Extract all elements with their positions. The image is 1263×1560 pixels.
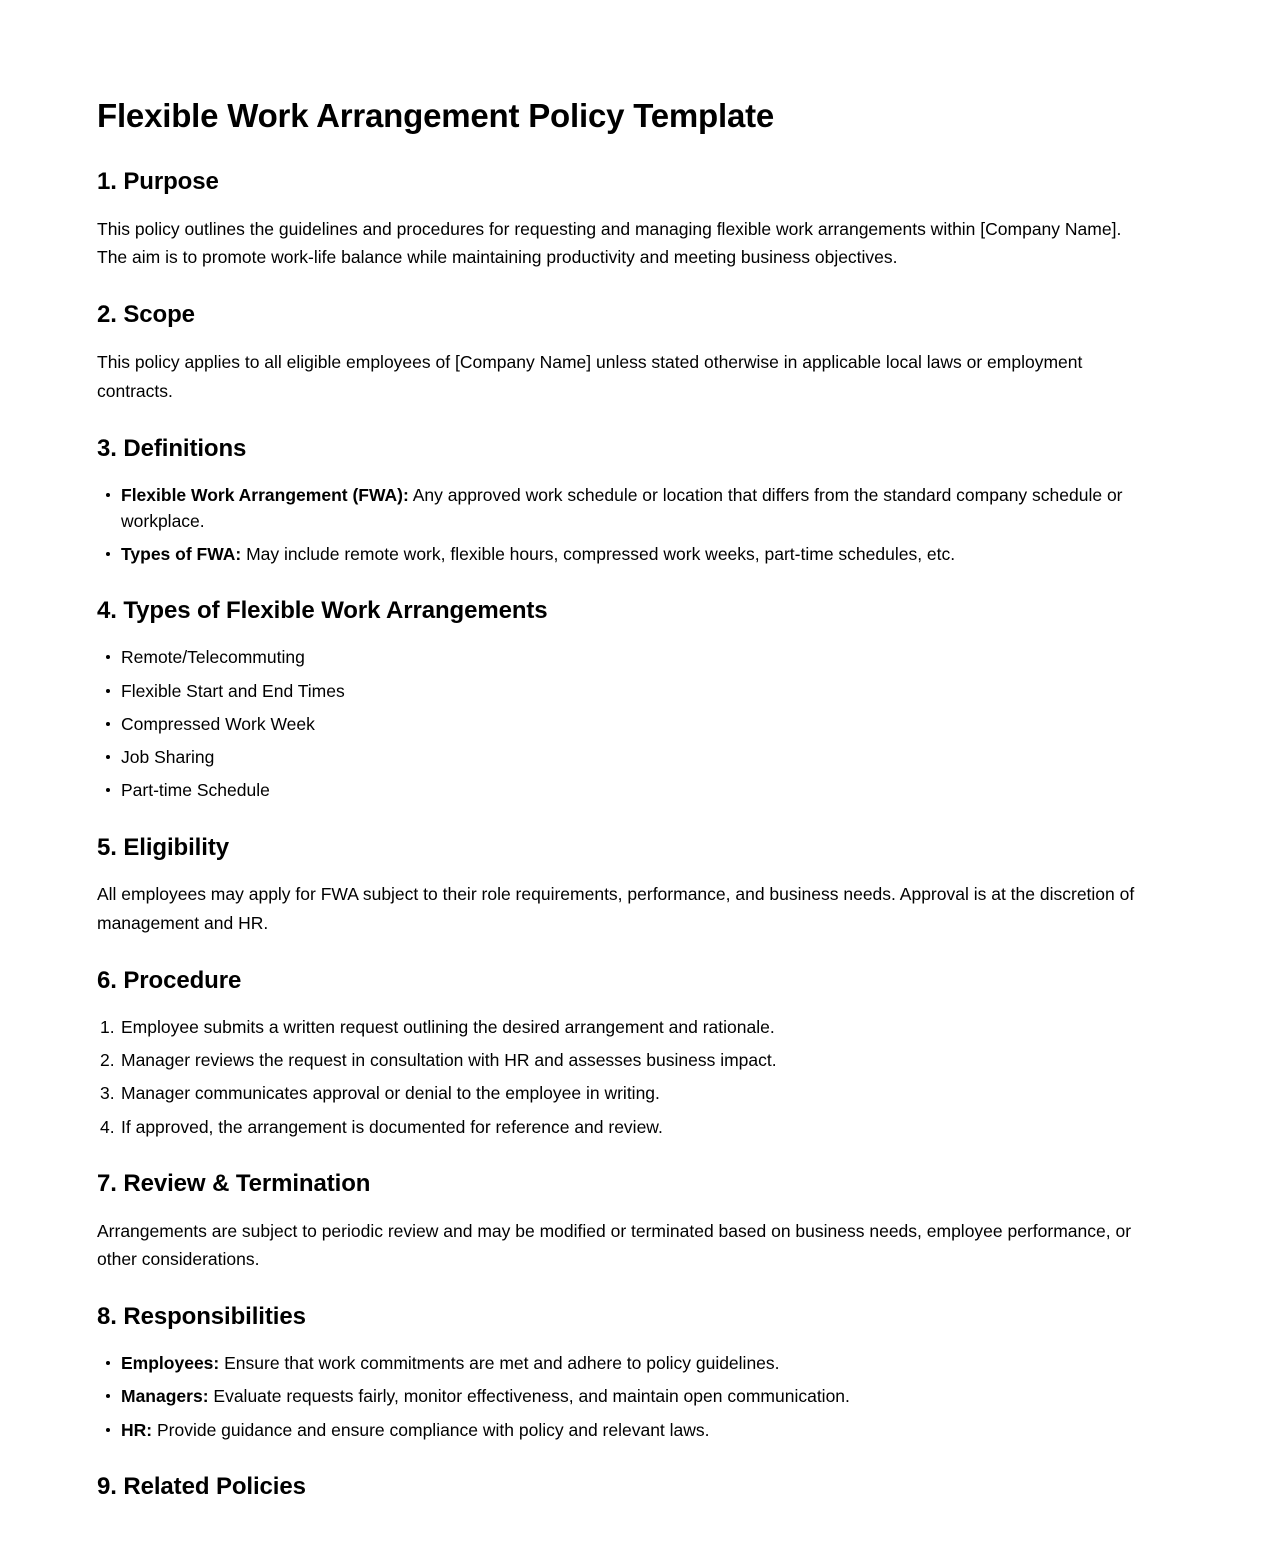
list-item-text: Remote/Telecommuting [121,647,305,668]
responsibilities-list [97,1350,1149,1443]
section-heading-eligibility: 5. Eligibility [97,833,229,861]
list-item-text: Employee submits a written request outlining the desired arrangement and rationale. [121,1016,775,1037]
section-procedure [97,967,1150,1140]
page-title: Flexible Work Arrangement Policy Template [97,97,775,134]
section-paragraph-review-termination: Arrangements are subject to periodic review and may be modified or terminated based on business needs, employee performance, or other considerations. [97,1220,1132,1269]
list-item-label: Managers: [121,1386,209,1407]
section-paragraph-purpose: This policy outlines the guidelines and procedures for requesting and managing flexible work arrangements within [Company Name]. The aim is to promote work-life balance while maintaining productivity and meeting business objectives. [97,218,1122,268]
list-item-text: Manager reviews the request in consultation with HR and assesses business impact. [121,1050,777,1071]
list-item-text: Flexible Start and End Times [121,680,345,701]
list-item [97,711,1149,737]
section-heading-definitions: 3. Definitions [97,434,247,462]
section-purpose [97,168,1150,271]
section-types [97,597,1150,803]
list-item-label: Types of FWA: [121,544,242,565]
section-heading-types: 4. Types of Flexible Work Arrangements [97,597,548,625]
section-heading-responsibilities: 8. Responsibilities [97,1303,306,1331]
list-item [97,482,1149,535]
list-item-text: Ensure that work commitments are met and adhere to policy guidelines. [224,1353,780,1374]
list-item-label: Flexible Work Arrangement (FWA): [121,484,409,505]
section-scope [97,301,1150,404]
list-item [97,1114,1149,1140]
list-item-text: May include remote work, flexible hours, compressed work weeks, part-time schedules, etc. [246,544,956,565]
section-related-policies [97,1473,1150,1502]
list-item [97,744,1149,770]
section-paragraph-eligibility: All employees may apply for FWA subject to their role requirements, performance, and business needs. Approval is at the discretion of management and HR. [97,884,1135,933]
list-item-text: Provide guidance and ensure compliance with policy and relevant laws. [156,1419,710,1440]
list-item [97,777,1149,803]
list-item-text: Part-time Schedule [121,780,270,801]
list-item [97,541,1149,567]
list-item [97,644,1149,670]
section-responsibilities [97,1303,1150,1443]
section-heading-purpose: 1. Purpose [97,167,219,195]
section-heading-scope: 2. Scope [97,301,195,329]
list-item [97,1047,1149,1073]
section-heading-procedure: 6. Procedure [97,966,242,994]
list-item-text: Manager communicates approval or denial to the employee in writing. [121,1083,660,1104]
list-item-text: Job Sharing [121,747,215,767]
list-item [97,1080,1149,1106]
section-eligibility [97,834,1150,937]
section-paragraph-scope: This policy applies to all eligible employees of [Company Name] unless stated otherwise in applicable local laws or employment contracts. [97,352,1083,401]
list-item [97,1014,1149,1040]
list-item-label: HR: [121,1419,153,1440]
procedure-list [97,1014,1149,1140]
list-item-text: Compressed Work Week [121,713,315,734]
list-item [97,678,1149,704]
types-list [97,644,1149,803]
section-heading-related-policies: 9. Related Policies [97,1472,306,1500]
section-heading-review-termination: 7. Review & Termination [97,1169,371,1197]
list-item-text: If approved, the arrangement is documented for reference and review. [121,1116,663,1137]
list-item-text: Evaluate requests fairly, monitor effectiveness, and maintain open communication. [213,1386,850,1407]
definitions-list [97,482,1149,568]
section-review-termination [97,1170,1150,1273]
list-item-label: Employees: [121,1353,220,1374]
list-item [97,1383,1149,1409]
list-item-text: Any approved work schedule or location that differs from the standard company schedule or workplace. [121,484,1123,531]
list-item [97,1417,1149,1443]
list-item [97,1350,1149,1376]
section-definitions [97,435,1150,568]
